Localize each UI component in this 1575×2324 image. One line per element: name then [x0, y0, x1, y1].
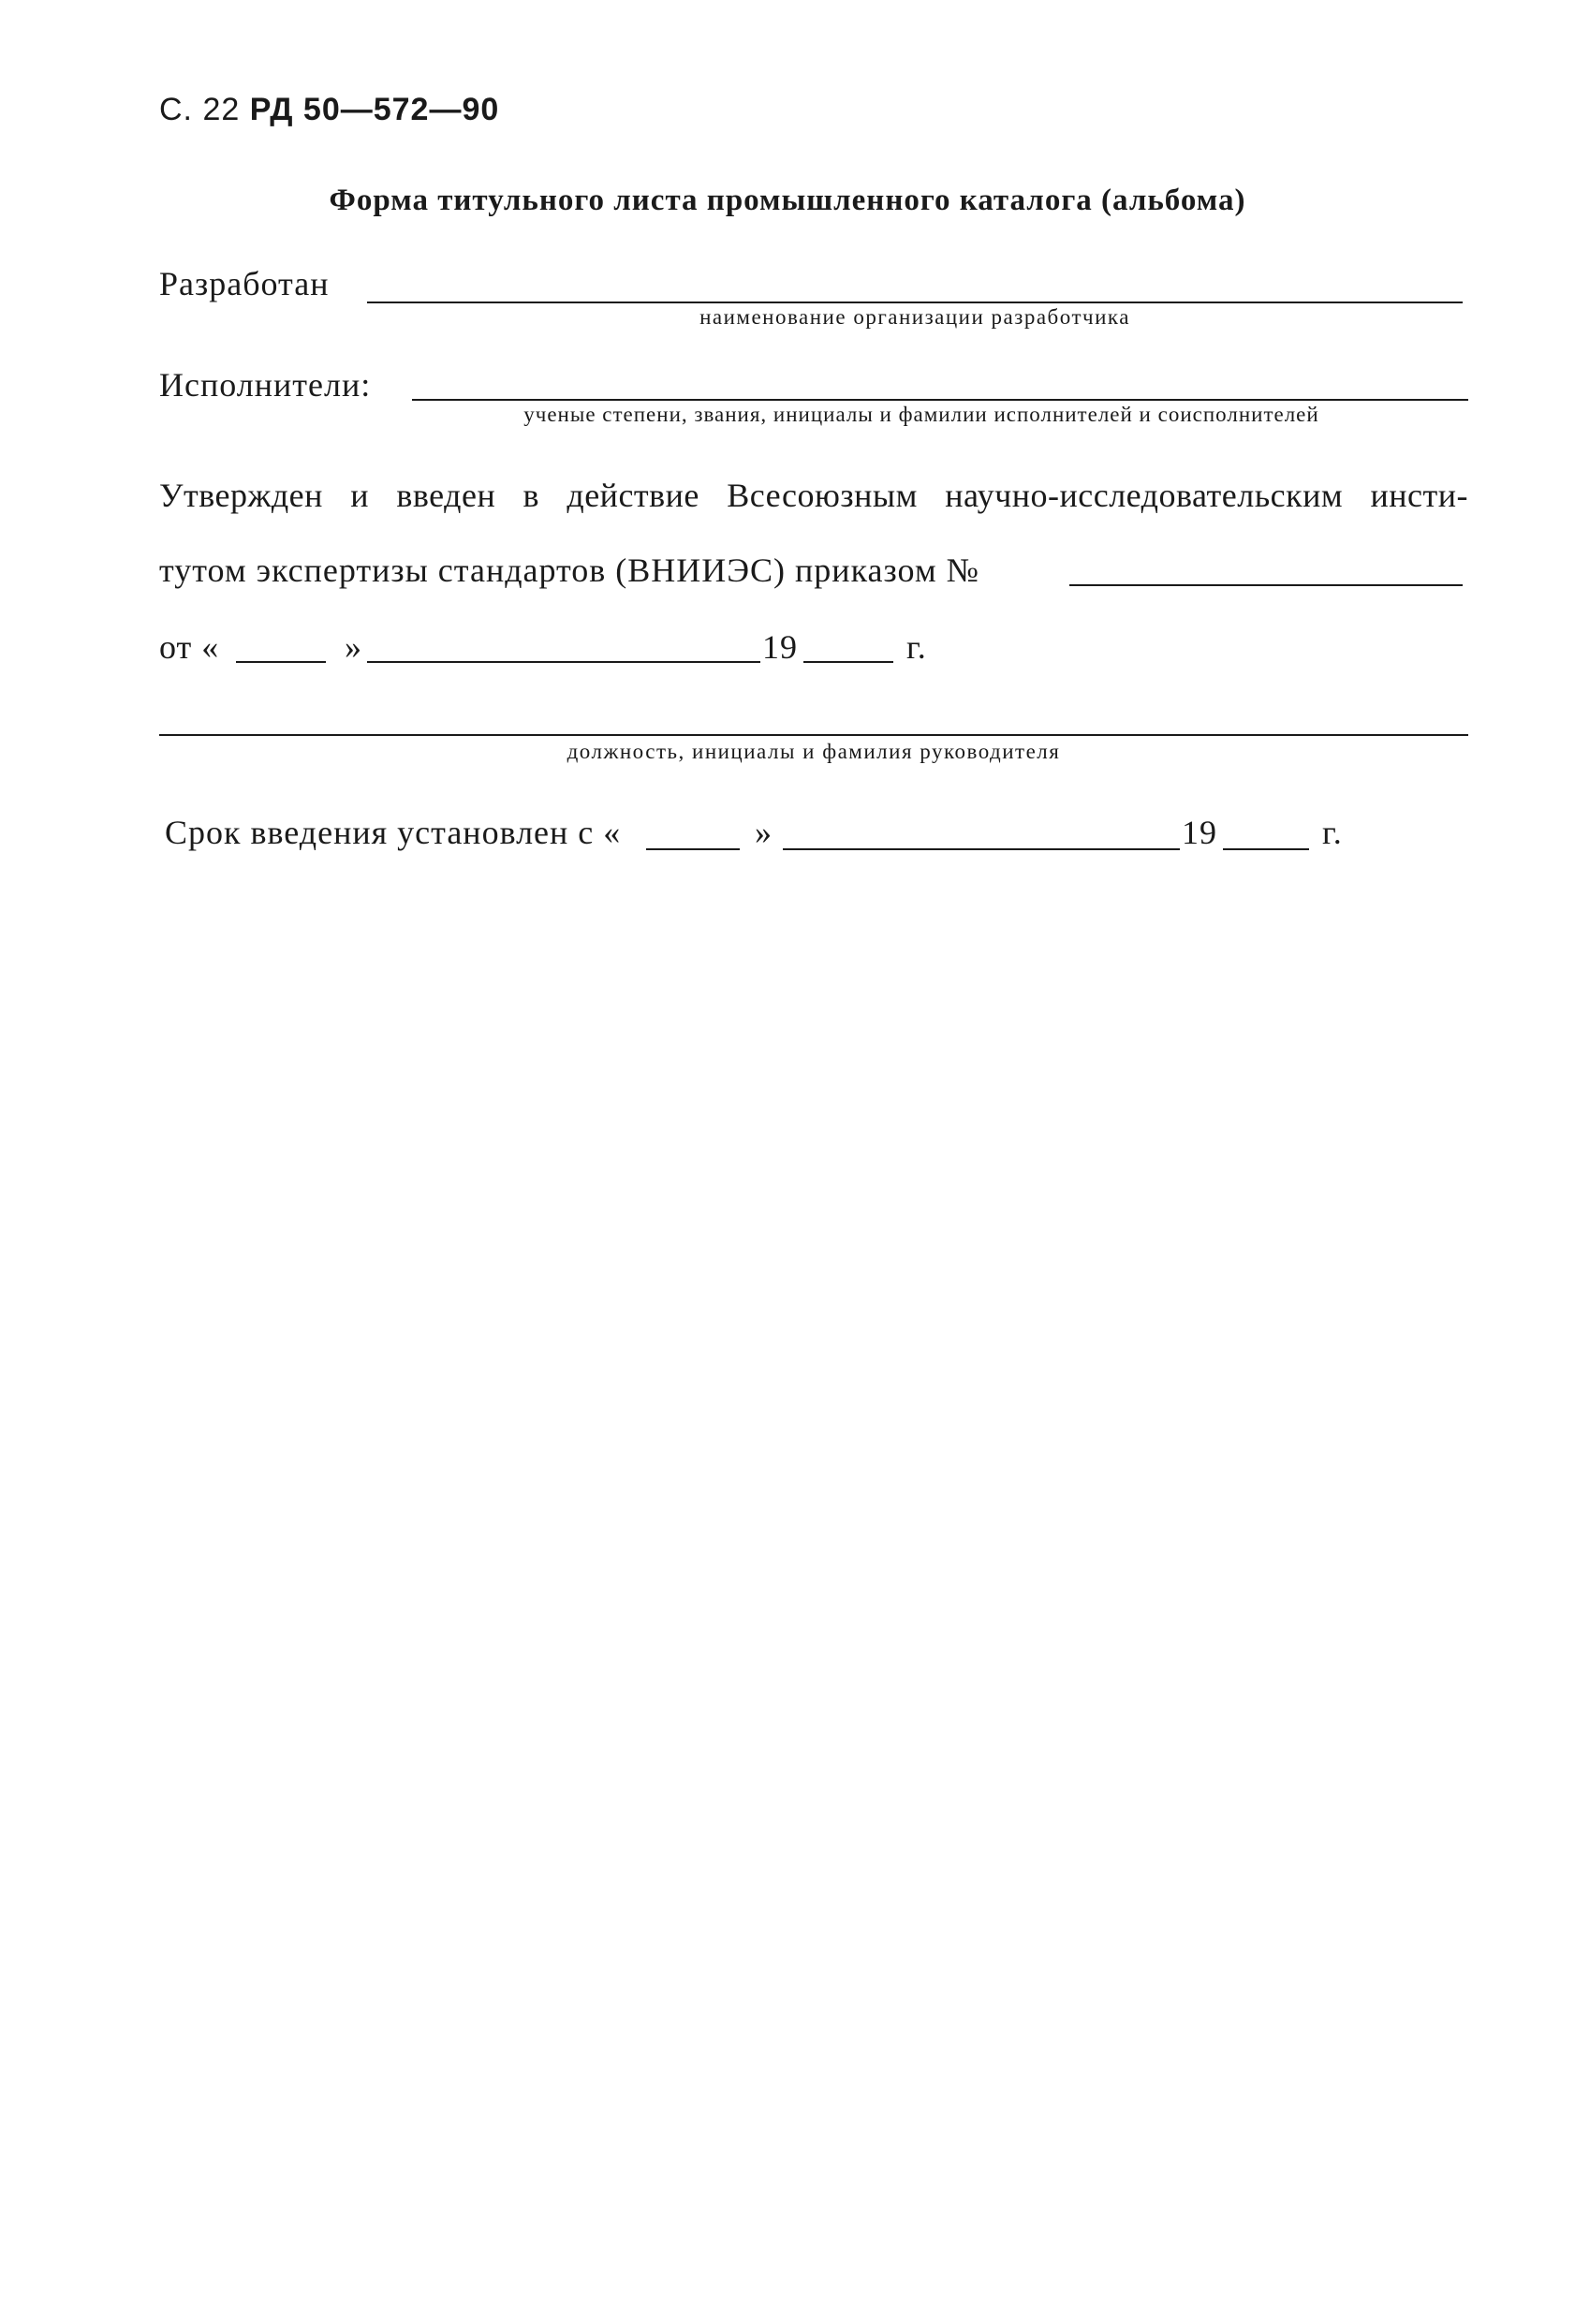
form-title: Форма титульного листа промышленного каталога (альбома): [329, 184, 1246, 217]
date-year-field-line[interactable]: [803, 661, 893, 663]
date-day-field-line[interactable]: [236, 661, 326, 663]
page-number: С. 22: [159, 92, 241, 127]
performers-field-line[interactable]: [412, 399, 1468, 401]
head-signature-field-line[interactable]: [159, 734, 1468, 736]
approval-line-1: Утвержден и введен в действие Всесоюзным научно-исследовательским инсти-: [159, 477, 1468, 514]
effective-year-field-line[interactable]: [1223, 848, 1309, 850]
developed-label: Разработан: [159, 265, 330, 302]
effective-label: Срок введения установлен с «: [165, 814, 622, 851]
effective-suffix: г.: [1322, 814, 1343, 851]
date-suffix: г.: [906, 628, 927, 666]
approval-line-2: тутом экспертизы стандартов (ВНИИЭС) приказом №: [159, 552, 979, 589]
document-code: РД 50—572—90: [249, 92, 500, 127]
effective-month-field-line[interactable]: [783, 848, 1180, 850]
page-header: [159, 92, 499, 128]
date-prefix: от «: [159, 628, 220, 666]
developed-caption: наименование организации разработчика: [699, 305, 1130, 329]
performers-label: Исполнители:: [159, 366, 372, 404]
effective-close-quote: »: [755, 814, 773, 851]
date-close-quote: »: [345, 628, 362, 666]
date-year-prefix: 19: [762, 628, 798, 666]
date-month-field-line[interactable]: [367, 661, 760, 663]
performers-caption: ученые степени, звания, инициалы и фамилии исполнителей и соисполнителей: [523, 403, 1319, 426]
order-number-field-line[interactable]: [1069, 584, 1463, 586]
effective-year-prefix: 19: [1182, 814, 1217, 851]
head-signature-caption: должность, инициалы и фамилия руководителя: [567, 740, 1061, 763]
developed-field-line[interactable]: [367, 302, 1463, 303]
effective-day-field-line[interactable]: [646, 848, 740, 850]
